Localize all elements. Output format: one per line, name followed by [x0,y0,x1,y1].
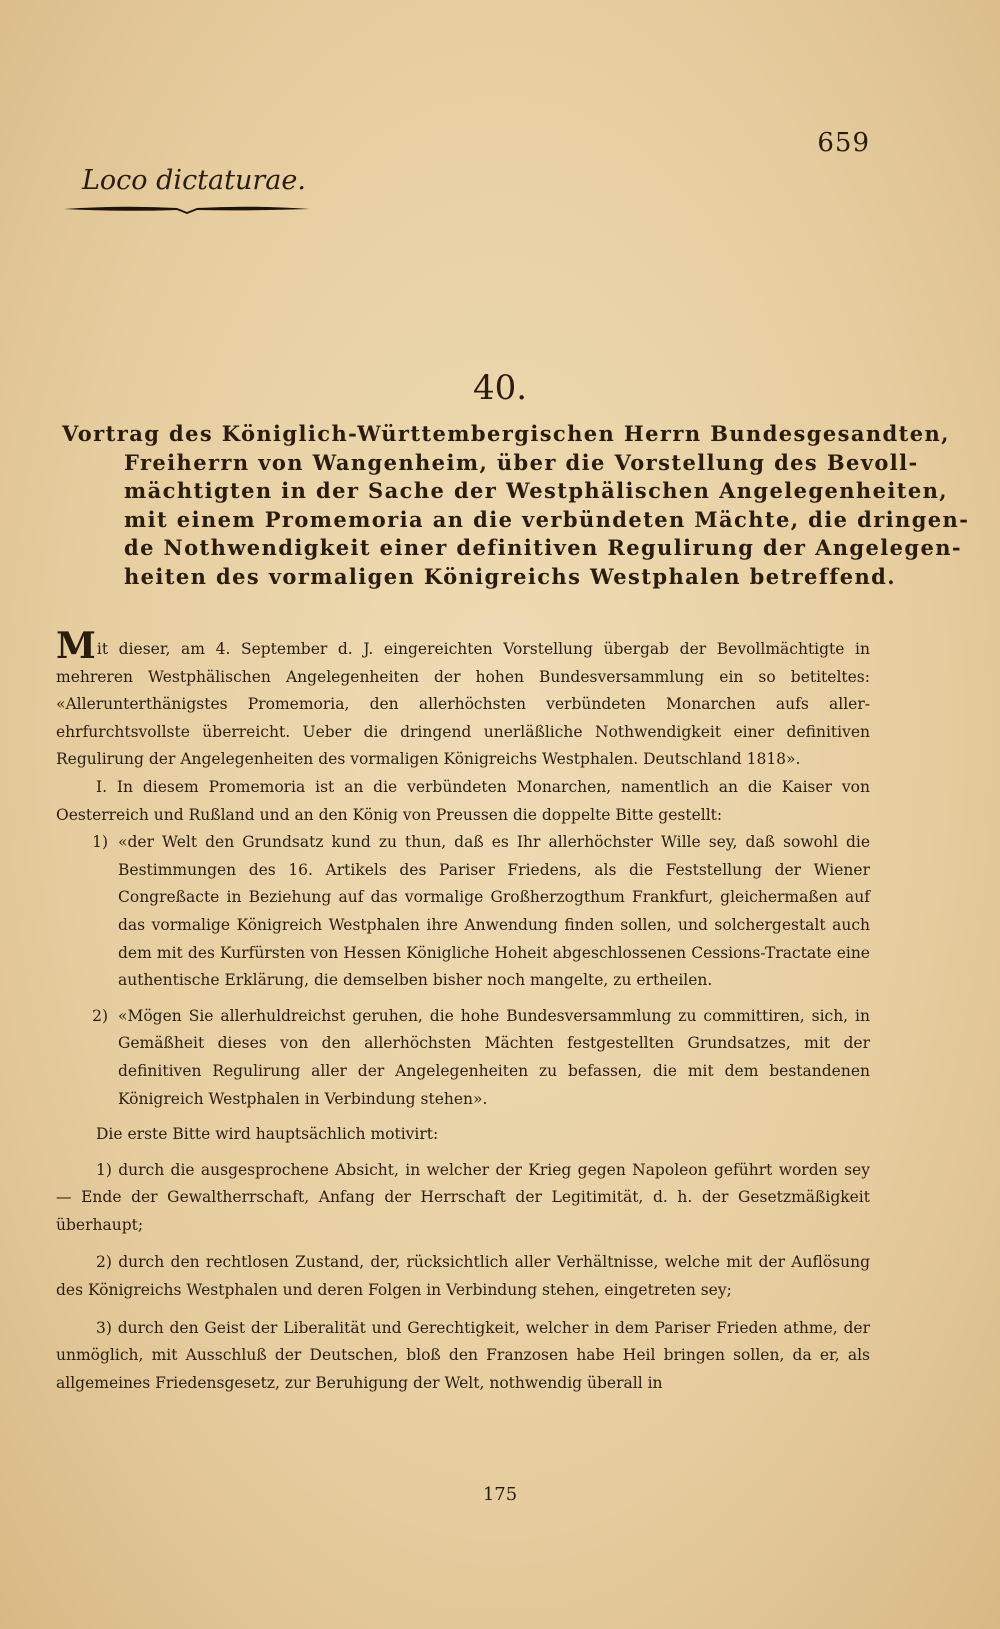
header-note: Loco dictaturae. [82,165,306,196]
title-line: mächtigten in der Sache der Westphälischen Angelegenheiten, [124,478,948,503]
ornament-rule-icon [62,202,312,216]
title-line: de Nothwendigkeit einer definitiven Regulirung der Angelegen- [124,535,963,560]
request-text: «der Welt den Grundsatz kund zu thun, daß es Ihr allerhöchster Wille sey, daß sowohl die Bestimmungen des 16. Artikels des Pariser Friedens, als die Feststellung der Wiener Congreßacte in Beziehung auf das vormalige Großherzogthum Frankfurt, gleichermaßen auf das vormalige Königreich Westphalen ihre Anwendung finden sollen, und solchergestalt auch dem mit des Kurfürsten von Hessen Königliche Hoheit abgeschlossenen Cessions-Tractate eine authentische Erklärung, die demselben bisher noch mangelte, zu ertheilen. [118,833,870,990]
motive-intro: Die erste Bitte wird hauptsächlich motivirt: [96,1125,439,1144]
document-body [56,625,870,1397]
motive-paragraph: 1) durch die ausgesprochene Absicht, in welcher der Krieg gegen Napoleon geführt worden sey — Ende der Gewaltherrschaft, Anfang der Herrschaft der Legitimität, d. h. der Gesetzmäßigkeit überhaupt; [56,1160,870,1234]
title-line: Vortrag des Königlich-Württembergischen Herrn Bundesgesandten, [62,421,950,446]
title-line: mit einem Promemoria an die verbündeten Mächte, die dringen- [124,506,970,532]
title-line: Freiherrn von Wangenheim, über die Vorstellung des Bevoll- [124,449,919,475]
request-item [56,1003,870,1113]
request-item [56,829,870,995]
request-number: 2) [92,1006,108,1025]
request-text: «Mögen Sie allerhuldreichst geruhen, die hohe Bundesversammlung zu committiren, sich, in Gemäßheit dieses von den allerhöchsten Mächten festgestellten Grundsatzes, mit der definitiven Regulirung aller der Angelegenheiten zu befassen, die mit dem bestandenen Königreich Westphalen in Verbindung stehen». [118,1006,870,1108]
title-line: heiten des vormaligen Königreichs Westphalen betreffend. [124,563,896,589]
printer-signature: 175 [482,1484,518,1505]
motive-paragraph: 3) durch den Geist der Liberalität und Gerechtigkeit, welcher in dem Pariser Frieden athme, der unmöglich, mit Ausschluß der Deutschen, bloß den Franzosen habe Heil bringen sollen, da er, als allgemeines Friedensgesetz, zur Beruhigung der Welt, nothwendig überall in [56,1318,870,1392]
document-title [62,420,970,591]
drop-cap: M [56,625,96,667]
motive-paragraph: 2) durch den rechtlosen Zustand, der, rücksichtlich aller Verhältnisse, welche mit der Auflösung des Königreichs Westphalen und deren Folgen in Verbindung stehen, eingetreten sey; [56,1253,870,1300]
document-number: 40. [472,368,528,408]
intro-paragraph [56,625,870,774]
request-number: 1) [92,833,108,852]
page-number: 659 [817,128,870,158]
section-one-paragraph: I. In diesem Promemoria ist an die verbündeten Monarchen, namentlich an die Kaiser von Oesterreich und Rußland und an den König von Preussen die doppelte Bitte gestellt: [56,777,870,824]
intro-text: it dieser, am 4. September d. J. eingereichten Vorstellung übergab der Bevollmächtigte in mehreren Westphälischen Angelegenheiten der hohen Bundesversammlung ein so betiteltes: «Allerunterthänigstes Promemoria, den allerhöchsten verbündeten Monarchen aufs aller-ehrfurchtsvollste überreicht. Ueber die dringend unerläßliche Nothwendigkeit einer definitiven Regulirung der Angelegenheiten des vormaligen Königreichs Westphalen. Deutschland 1818». [56,640,870,769]
